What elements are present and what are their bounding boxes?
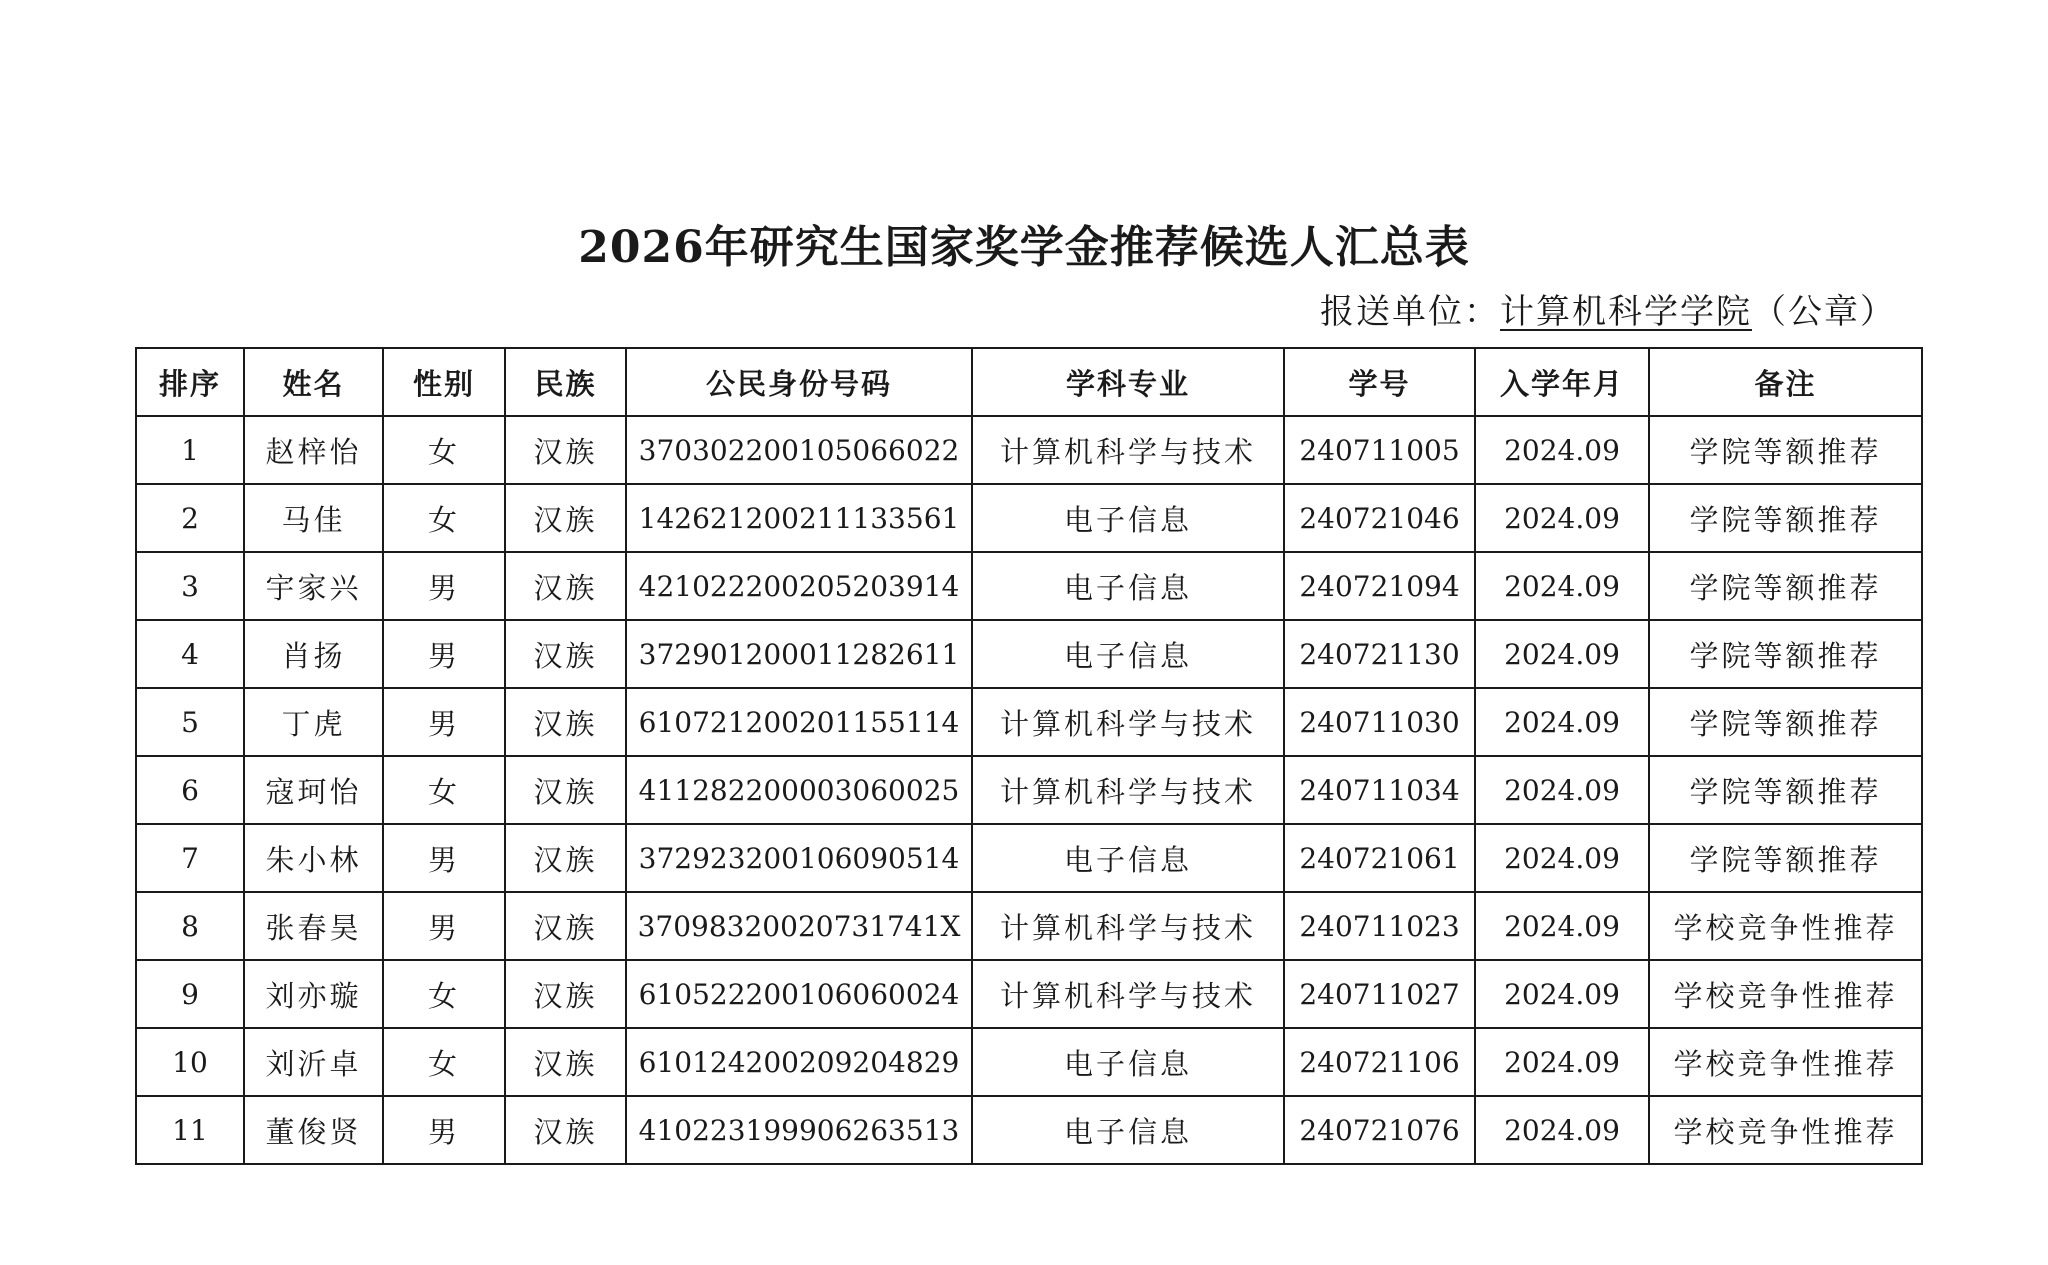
cell-id-number: 421022200205203914 (626, 552, 972, 620)
cell-id-number: 372923200106090514 (626, 824, 972, 892)
cell-major: 电子信息 (972, 824, 1284, 892)
table-row (136, 960, 1922, 1028)
cell-enrollment: 2024.09 (1475, 416, 1649, 484)
cell-remarks: 学院等额推荐 (1649, 552, 1922, 620)
header-id-number: 公民身份号码 (626, 348, 972, 416)
cell-student-id: 240711030 (1284, 688, 1475, 756)
cell-student-id: 240711023 (1284, 892, 1475, 960)
cell-name: 张春昊 (244, 892, 383, 960)
cell-student-id: 240711005 (1284, 416, 1475, 484)
cell-rank: 6 (136, 756, 244, 824)
page-title: 2026年研究生国家奖学金推荐候选人汇总表 (578, 222, 1470, 273)
table-row (136, 688, 1922, 756)
table-row (136, 416, 1922, 484)
cell-ethnicity: 汉族 (505, 552, 626, 620)
cell-rank: 5 (136, 688, 244, 756)
cell-student-id: 240721046 (1284, 484, 1475, 552)
cell-student-id: 240711034 (1284, 756, 1475, 824)
table-row (136, 892, 1922, 960)
cell-id-number: 37098320020731741X (626, 892, 972, 960)
cell-enrollment: 2024.09 (1475, 824, 1649, 892)
cell-ethnicity: 汉族 (505, 1096, 626, 1164)
cell-id-number: 142621200211133561 (626, 484, 972, 552)
table-row (136, 1028, 1922, 1096)
cell-major: 电子信息 (972, 1096, 1284, 1164)
cell-id-number: 411282200003060025 (626, 756, 972, 824)
cell-ethnicity: 汉族 (505, 416, 626, 484)
cell-rank: 7 (136, 824, 244, 892)
cell-remarks: 学院等额推荐 (1649, 484, 1922, 552)
header-remarks: 备注 (1649, 348, 1922, 416)
header-ethnicity: 民族 (505, 348, 626, 416)
cell-name: 刘沂卓 (244, 1028, 383, 1096)
header-major: 学科专业 (972, 348, 1284, 416)
cell-remarks: 学校竞争性推荐 (1649, 1028, 1922, 1096)
cell-remarks: 学院等额推荐 (1649, 416, 1922, 484)
cell-gender: 男 (383, 892, 505, 960)
cell-major: 计算机科学与技术 (972, 892, 1284, 960)
cell-remarks: 学校竞争性推荐 (1649, 960, 1922, 1028)
cell-ethnicity: 汉族 (505, 756, 626, 824)
report-unit-suffix: （公章） (1752, 292, 1896, 332)
cell-enrollment: 2024.09 (1475, 960, 1649, 1028)
cell-name: 寇珂怡 (244, 756, 383, 824)
cell-rank: 8 (136, 892, 244, 960)
cell-major: 计算机科学与技术 (972, 688, 1284, 756)
cell-student-id: 240711027 (1284, 960, 1475, 1028)
cell-ethnicity: 汉族 (505, 892, 626, 960)
cell-major: 电子信息 (972, 484, 1284, 552)
cell-rank: 11 (136, 1096, 244, 1164)
table-row (136, 552, 1922, 620)
report-unit-name: 计算机科学学院 (1500, 292, 1752, 332)
cell-name: 马佳 (244, 484, 383, 552)
cell-rank: 2 (136, 484, 244, 552)
cell-rank: 1 (136, 416, 244, 484)
cell-ethnicity: 汉族 (505, 960, 626, 1028)
cell-major: 计算机科学与技术 (972, 416, 1284, 484)
cell-major: 电子信息 (972, 552, 1284, 620)
cell-student-id: 240721061 (1284, 824, 1475, 892)
cell-major: 电子信息 (972, 1028, 1284, 1096)
cell-id-number: 610721200201155114 (626, 688, 972, 756)
cell-gender: 女 (383, 1028, 505, 1096)
cell-student-id: 240721076 (1284, 1096, 1475, 1164)
cell-id-number: 610522200106060024 (626, 960, 972, 1028)
table-row (136, 620, 1922, 688)
cell-enrollment: 2024.09 (1475, 1028, 1649, 1096)
cell-remarks: 学院等额推荐 (1649, 824, 1922, 892)
report-unit-line (1320, 288, 1896, 336)
cell-gender: 男 (383, 688, 505, 756)
cell-major: 计算机科学与技术 (972, 960, 1284, 1028)
table-body (136, 416, 1922, 1164)
cell-rank: 9 (136, 960, 244, 1028)
cell-gender: 男 (383, 552, 505, 620)
cell-enrollment: 2024.09 (1475, 484, 1649, 552)
cell-id-number: 410223199906263513 (626, 1096, 972, 1164)
cell-gender: 男 (383, 620, 505, 688)
cell-id-number: 370302200105066022 (626, 416, 972, 484)
cell-remarks: 学院等额推荐 (1649, 688, 1922, 756)
cell-gender: 女 (383, 756, 505, 824)
cell-remarks: 学院等额推荐 (1649, 620, 1922, 688)
cell-ethnicity: 汉族 (505, 1028, 626, 1096)
cell-remarks: 学校竞争性推荐 (1649, 892, 1922, 960)
header-gender: 性别 (383, 348, 505, 416)
cell-enrollment: 2024.09 (1475, 552, 1649, 620)
table-header-row (136, 348, 1922, 416)
table-row (136, 824, 1922, 892)
cell-student-id: 240721130 (1284, 620, 1475, 688)
cell-student-id: 240721094 (1284, 552, 1475, 620)
cell-name: 赵梓怡 (244, 416, 383, 484)
cell-remarks: 学校竞争性推荐 (1649, 1096, 1922, 1164)
cell-gender: 男 (383, 1096, 505, 1164)
cell-name: 刘亦璇 (244, 960, 383, 1028)
candidate-summary-table (135, 347, 1923, 1165)
cell-rank: 10 (136, 1028, 244, 1096)
cell-major: 计算机科学与技术 (972, 756, 1284, 824)
cell-gender: 女 (383, 484, 505, 552)
cell-major: 电子信息 (972, 620, 1284, 688)
cell-enrollment: 2024.09 (1475, 892, 1649, 960)
cell-name: 宇家兴 (244, 552, 383, 620)
header-name: 姓名 (244, 348, 383, 416)
cell-name: 丁虎 (244, 688, 383, 756)
cell-enrollment: 2024.09 (1475, 756, 1649, 824)
cell-rank: 3 (136, 552, 244, 620)
cell-student-id: 240721106 (1284, 1028, 1475, 1096)
cell-enrollment: 2024.09 (1475, 688, 1649, 756)
cell-remarks: 学院等额推荐 (1649, 756, 1922, 824)
cell-id-number: 610124200209204829 (626, 1028, 972, 1096)
cell-gender: 男 (383, 824, 505, 892)
cell-ethnicity: 汉族 (505, 824, 626, 892)
cell-enrollment: 2024.09 (1475, 620, 1649, 688)
cell-ethnicity: 汉族 (505, 620, 626, 688)
table-row (136, 1096, 1922, 1164)
header-rank: 排序 (136, 348, 244, 416)
cell-rank: 4 (136, 620, 244, 688)
cell-ethnicity: 汉族 (505, 688, 626, 756)
cell-gender: 女 (383, 416, 505, 484)
header-enrollment: 入学年月 (1475, 348, 1649, 416)
cell-name: 董俊贤 (244, 1096, 383, 1164)
cell-name: 朱小林 (244, 824, 383, 892)
cell-enrollment: 2024.09 (1475, 1096, 1649, 1164)
cell-gender: 女 (383, 960, 505, 1028)
table-row (136, 484, 1922, 552)
header-student-id: 学号 (1284, 348, 1475, 416)
cell-ethnicity: 汉族 (505, 484, 626, 552)
cell-id-number: 372901200011282611 (626, 620, 972, 688)
cell-name: 肖扬 (244, 620, 383, 688)
table-row (136, 756, 1922, 824)
report-unit-label: 报送单位： (1320, 292, 1500, 332)
